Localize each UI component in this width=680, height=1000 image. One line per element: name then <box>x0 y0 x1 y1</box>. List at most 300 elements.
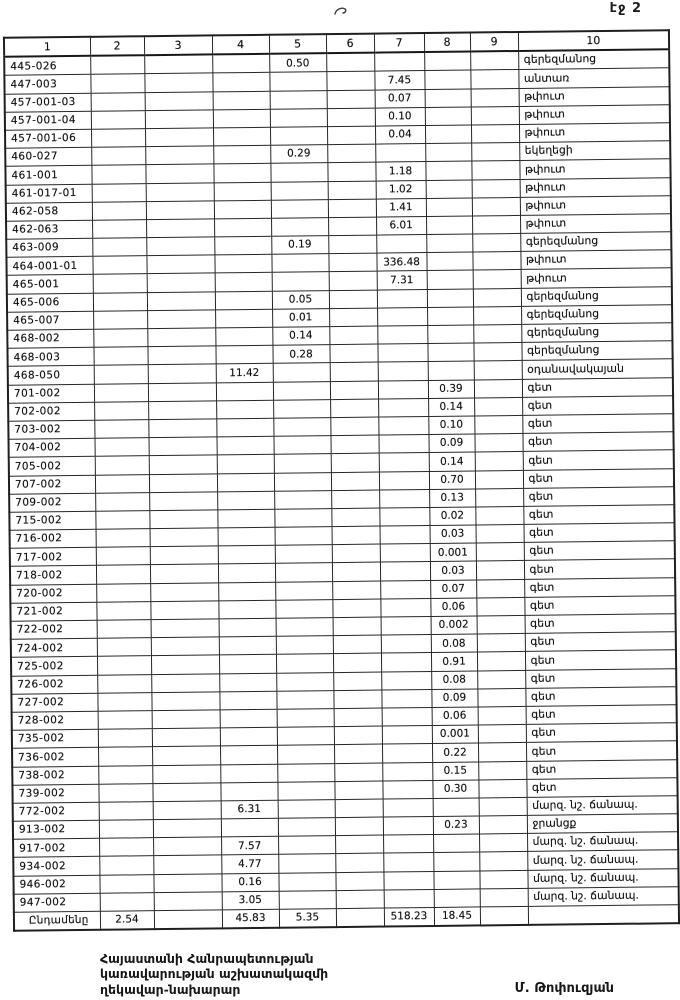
value-cell <box>218 600 275 619</box>
value-cell <box>216 418 273 437</box>
value-cell <box>276 690 333 709</box>
value-cell <box>273 399 330 418</box>
value-cell <box>145 146 213 165</box>
value-cell <box>275 527 332 546</box>
land-parcel-table <box>3 29 680 932</box>
value-cell <box>333 672 381 691</box>
value-cell: 0.07 <box>375 89 425 108</box>
value-cell <box>213 127 270 146</box>
value-cell <box>472 197 520 216</box>
value-cell <box>331 453 379 472</box>
value-cell <box>94 420 148 439</box>
column-header: 4 <box>212 35 269 55</box>
value-cell: 0.04 <box>375 125 425 144</box>
value-cell <box>383 798 433 817</box>
value-cell <box>95 474 149 493</box>
value-cell <box>326 71 374 90</box>
value-cell <box>152 764 220 783</box>
value-cell <box>145 110 213 129</box>
value-cell <box>330 435 378 454</box>
value-cell <box>328 253 376 272</box>
value-cell: 0.22 <box>432 743 478 762</box>
value-cell: 0.08 <box>431 671 477 690</box>
value-cell <box>474 379 522 398</box>
value-cell <box>92 183 146 202</box>
value-cell <box>274 472 331 491</box>
code-cell: 913-002 <box>13 820 99 839</box>
value-cell <box>335 835 383 854</box>
value-cell <box>145 128 213 147</box>
value-cell <box>381 689 431 708</box>
value-cell <box>278 818 335 837</box>
value-cell <box>96 547 150 566</box>
value-cell <box>97 638 151 657</box>
value-cell <box>218 527 275 546</box>
value-cell: 0.07 <box>430 580 476 599</box>
column-header: 7 <box>374 33 424 53</box>
value-cell <box>383 871 433 890</box>
value-cell <box>92 201 146 220</box>
code-cell: 947-002 <box>14 893 100 912</box>
value-cell <box>476 597 524 616</box>
value-cell <box>472 215 520 234</box>
value-cell <box>427 307 473 326</box>
value-cell <box>433 852 479 871</box>
value-cell <box>425 107 471 126</box>
land-type-cell: գետ <box>523 505 674 525</box>
value-cell <box>377 344 427 363</box>
code-cell: 739-002 <box>12 784 98 803</box>
value-cell <box>92 220 146 239</box>
value-cell: 0.50 <box>269 53 326 72</box>
code-cell: 462-063 <box>6 220 92 239</box>
value-cell <box>477 615 525 634</box>
value-cell <box>148 419 216 438</box>
column-header: 2 <box>90 36 144 56</box>
value-cell <box>96 565 150 584</box>
value-cell <box>479 870 527 889</box>
value-cell <box>271 217 328 236</box>
value-cell <box>328 199 376 218</box>
value-cell <box>212 73 269 92</box>
code-cell: 468-003 <box>7 347 93 366</box>
value-cell: 336.48 <box>376 253 426 272</box>
value-cell <box>153 819 221 838</box>
value-cell <box>383 817 433 836</box>
value-cell: 0.06 <box>430 598 476 617</box>
value-cell <box>220 764 277 783</box>
value-cell <box>479 834 527 853</box>
value-cell <box>334 708 382 727</box>
code-cell: 726-002 <box>11 675 97 694</box>
value-cell <box>215 345 272 364</box>
value-cell <box>277 709 334 728</box>
value-cell <box>94 401 148 420</box>
land-type-cell: գետ <box>523 468 674 488</box>
value-cell <box>479 797 527 816</box>
value-cell <box>214 200 271 219</box>
land-type-cell: գետ <box>522 377 673 397</box>
land-type-cell: գետ <box>522 414 673 434</box>
value-cell <box>473 306 521 325</box>
value-cell <box>383 853 433 872</box>
value-cell <box>477 652 525 671</box>
value-cell <box>433 798 479 817</box>
code-cell: 722-002 <box>11 620 97 639</box>
value-cell <box>212 54 269 73</box>
value-cell: 7.45 <box>374 71 424 90</box>
value-cell: 7.57 <box>221 836 278 855</box>
value-cell <box>93 347 147 366</box>
total-value-cell <box>336 908 384 927</box>
value-cell <box>276 654 333 673</box>
code-cell: 736-002 <box>12 748 98 767</box>
value-cell <box>474 434 522 453</box>
land-type-cell: գետ <box>524 523 675 543</box>
value-cell: 0.14 <box>272 327 329 346</box>
value-cell <box>153 874 221 893</box>
land-type-cell: գետ <box>526 741 677 761</box>
value-cell <box>214 255 271 274</box>
value-cell <box>153 837 221 856</box>
value-cell <box>333 617 381 636</box>
page-footer <box>100 951 614 997</box>
value-cell <box>97 656 151 675</box>
value-cell <box>380 598 430 617</box>
value-cell <box>99 838 153 857</box>
value-cell <box>424 70 470 89</box>
value-cell <box>476 561 524 580</box>
value-cell <box>278 872 335 891</box>
value-cell <box>144 73 212 92</box>
code-cell: 946-002 <box>13 875 99 894</box>
land-type-cell: անտառ <box>518 68 669 88</box>
value-cell <box>328 181 376 200</box>
total-value-cell <box>154 910 222 929</box>
value-cell <box>152 783 220 802</box>
value-cell <box>97 620 151 639</box>
value-cell <box>271 181 328 200</box>
land-type-cell: գետ <box>524 577 675 597</box>
value-cell: 0.05 <box>272 290 329 309</box>
value-cell: 0.001 <box>430 543 476 562</box>
total-value-cell: 5.35 <box>279 909 336 928</box>
value-cell <box>270 127 327 146</box>
value-cell <box>215 309 272 328</box>
value-cell <box>218 564 275 583</box>
value-cell <box>151 619 219 638</box>
value-cell <box>274 508 331 527</box>
value-cell <box>376 235 426 254</box>
value-cell <box>334 763 382 782</box>
value-cell <box>146 182 214 201</box>
value-cell <box>471 143 519 162</box>
value-cell <box>382 726 432 745</box>
column-header: 6 <box>326 34 374 54</box>
value-cell <box>220 727 277 746</box>
issuer-line: Հայաստանի Հանրապետության <box>100 951 314 966</box>
code-cell: 934-002 <box>13 857 99 876</box>
land-type-cell: գետ <box>526 723 677 743</box>
land-type-cell: գետ <box>522 395 673 415</box>
land-type-cell: գետ <box>522 432 673 452</box>
value-cell <box>331 508 379 527</box>
code-cell: 727-002 <box>11 693 97 712</box>
value-cell <box>276 672 333 691</box>
value-cell: 0.10 <box>428 416 474 435</box>
value-cell <box>218 546 275 565</box>
value-cell <box>475 470 523 489</box>
value-cell <box>329 308 377 327</box>
value-cell <box>378 380 428 399</box>
value-cell <box>326 53 374 72</box>
value-cell <box>147 328 215 347</box>
value-cell <box>220 782 277 801</box>
value-cell <box>277 763 334 782</box>
value-cell <box>330 381 378 400</box>
value-cell <box>277 781 334 800</box>
value-cell <box>426 179 472 198</box>
code-cell: 461-017-01 <box>6 184 92 203</box>
value-cell <box>93 274 147 293</box>
value-cell <box>273 381 330 400</box>
value-cell <box>147 292 215 311</box>
value-cell <box>433 871 479 890</box>
value-cell <box>478 761 526 780</box>
value-cell <box>471 161 519 180</box>
value-cell <box>327 90 375 109</box>
code-cell: 465-007 <box>7 311 93 330</box>
land-type-cell: գերեզմանոց <box>521 305 672 325</box>
value-cell: 7.31 <box>377 271 427 290</box>
value-cell <box>381 653 431 672</box>
value-cell <box>478 779 526 798</box>
code-cell: 735-002 <box>12 729 98 748</box>
value-cell <box>379 489 429 508</box>
value-cell <box>473 343 521 362</box>
value-cell: 11.42 <box>216 364 273 383</box>
value-cell <box>278 799 335 818</box>
total-value-cell: 518.23 <box>384 907 434 926</box>
code-cell: 464-001-01 <box>6 257 92 276</box>
code-cell: 468-002 <box>7 329 93 348</box>
value-cell: 0.08 <box>431 634 477 653</box>
value-cell <box>219 618 276 637</box>
value-cell <box>329 290 377 309</box>
total-value-cell: 2.54 <box>100 911 154 930</box>
value-cell <box>276 636 333 655</box>
value-cell <box>275 563 332 582</box>
code-cell: 724-002 <box>11 638 97 657</box>
value-cell <box>273 363 330 382</box>
value-cell <box>90 74 144 93</box>
value-cell <box>374 52 424 71</box>
value-cell <box>332 526 380 545</box>
value-cell: 0.39 <box>428 380 474 399</box>
value-cell <box>98 783 152 802</box>
value-cell <box>329 344 377 363</box>
land-type-cell: ջրանցք <box>527 814 678 834</box>
value-cell <box>150 601 218 620</box>
value-cell <box>95 438 149 457</box>
value-cell: 1.02 <box>376 180 426 199</box>
value-cell <box>426 252 472 271</box>
value-cell <box>98 729 152 748</box>
value-cell <box>94 365 148 384</box>
value-cell <box>219 691 276 710</box>
value-cell <box>427 289 473 308</box>
code-cell: 707-002 <box>9 475 95 494</box>
code-cell: 721-002 <box>10 602 96 621</box>
value-cell <box>380 580 430 599</box>
issuer-line: ղեկավար-նախարար <box>100 981 241 997</box>
value-cell <box>271 199 328 218</box>
value-cell <box>148 382 216 401</box>
page-number-label: էջ 2 <box>609 1 642 16</box>
value-cell <box>378 362 428 381</box>
value-cell <box>147 310 215 329</box>
value-cell <box>275 545 332 564</box>
value-cell: 6.01 <box>376 216 426 235</box>
land-type-cell: գետ <box>526 777 677 797</box>
value-cell <box>152 710 220 729</box>
value-cell <box>384 889 434 908</box>
value-cell <box>219 655 276 674</box>
total-value-cell: 45.83 <box>222 909 279 928</box>
value-cell <box>375 144 425 163</box>
land-type-cell: գերեզմանոց <box>521 323 672 343</box>
value-cell <box>333 653 381 672</box>
value-cell <box>97 674 151 693</box>
value-cell <box>329 272 377 291</box>
value-cell <box>145 164 213 183</box>
value-cell <box>433 834 479 853</box>
value-cell <box>92 238 146 257</box>
value-cell <box>330 399 378 418</box>
value-cell <box>144 55 212 74</box>
value-cell: 0.14 <box>428 398 474 417</box>
value-cell <box>215 327 272 346</box>
value-cell <box>150 528 218 547</box>
value-cell <box>220 709 277 728</box>
column-header: 3 <box>144 35 212 55</box>
value-cell <box>329 326 377 345</box>
value-cell <box>382 780 432 799</box>
code-cell: 720-002 <box>10 584 96 603</box>
land-type-cell: օդանավակայան <box>522 359 673 379</box>
value-cell: 0.03 <box>430 561 476 580</box>
table-sheet <box>3 29 678 932</box>
value-cell <box>270 108 327 127</box>
value-cell <box>476 543 524 562</box>
value-cell <box>95 492 149 511</box>
value-cell <box>154 892 222 911</box>
value-cell <box>478 743 526 762</box>
value-cell <box>335 872 383 891</box>
value-cell <box>380 544 430 563</box>
value-cell <box>470 70 518 89</box>
value-cell <box>479 852 527 871</box>
land-type-cell: գետ <box>524 596 675 616</box>
value-cell <box>475 452 523 471</box>
value-cell <box>153 855 221 874</box>
land-type-cell: մարզ. նշ. ճանապ. <box>527 868 678 888</box>
value-cell <box>272 272 329 291</box>
value-cell: 0.01 <box>272 308 329 327</box>
value-cell <box>327 162 375 181</box>
value-cell <box>426 198 472 217</box>
total-value-cell <box>528 905 679 925</box>
land-type-cell: գետ <box>524 541 675 561</box>
land-type-cell: մարզ. նշ. ճանապ. <box>527 796 678 816</box>
code-cell: 460-027 <box>5 147 91 166</box>
value-cell <box>331 472 379 491</box>
value-cell <box>334 781 382 800</box>
value-cell: 0.23 <box>433 816 479 835</box>
total-value-cell: 18.45 <box>434 907 480 926</box>
value-cell <box>93 310 147 329</box>
pen-mark-icon <box>333 2 351 21</box>
value-cell <box>480 888 528 907</box>
land-type-cell: մարզ. նշ. ճանապ. <box>527 832 678 852</box>
code-cell: 738-002 <box>12 766 98 785</box>
code-cell: 465-006 <box>7 293 93 312</box>
value-cell <box>327 144 375 163</box>
value-cell <box>383 835 433 854</box>
value-cell <box>479 815 527 834</box>
value-cell: 4.77 <box>221 855 278 874</box>
value-cell: 0.03 <box>430 525 476 544</box>
value-cell <box>478 725 526 744</box>
value-cell <box>378 398 428 417</box>
value-cell <box>335 817 383 836</box>
value-cell <box>215 291 272 310</box>
value-cell <box>275 581 332 600</box>
value-cell <box>273 418 330 437</box>
value-cell <box>98 747 152 766</box>
value-cell <box>377 289 427 308</box>
code-cell: 447-003 <box>4 75 90 94</box>
value-cell <box>477 634 525 653</box>
value-cell <box>145 91 213 110</box>
issuer-line: կառավարության աշխատակազմի <box>100 966 329 982</box>
code-cell: 462-058 <box>6 202 92 221</box>
column-header: 8 <box>424 33 470 53</box>
value-cell <box>149 492 217 511</box>
code-cell: 709-002 <box>9 493 95 512</box>
value-cell <box>90 55 144 74</box>
value-cell <box>218 582 275 601</box>
value-cell: 0.91 <box>431 652 477 671</box>
value-cell: 0.001 <box>432 725 478 744</box>
code-cell: 716-002 <box>10 529 96 548</box>
value-cell <box>92 256 146 275</box>
value-cell <box>278 836 335 855</box>
value-cell <box>279 890 336 909</box>
land-type-cell: մարզ. նշ. ճանապ. <box>528 887 679 907</box>
code-cell: 701-002 <box>8 384 94 403</box>
value-cell <box>146 201 214 220</box>
value-cell <box>474 415 522 434</box>
value-cell <box>151 637 219 656</box>
value-cell: 0.30 <box>432 780 478 799</box>
land-type-cell: գետ <box>525 686 676 706</box>
value-cell <box>213 109 270 128</box>
value-cell <box>278 854 335 873</box>
value-cell <box>217 455 274 474</box>
column-header: 9 <box>470 32 518 52</box>
value-cell <box>216 382 273 401</box>
